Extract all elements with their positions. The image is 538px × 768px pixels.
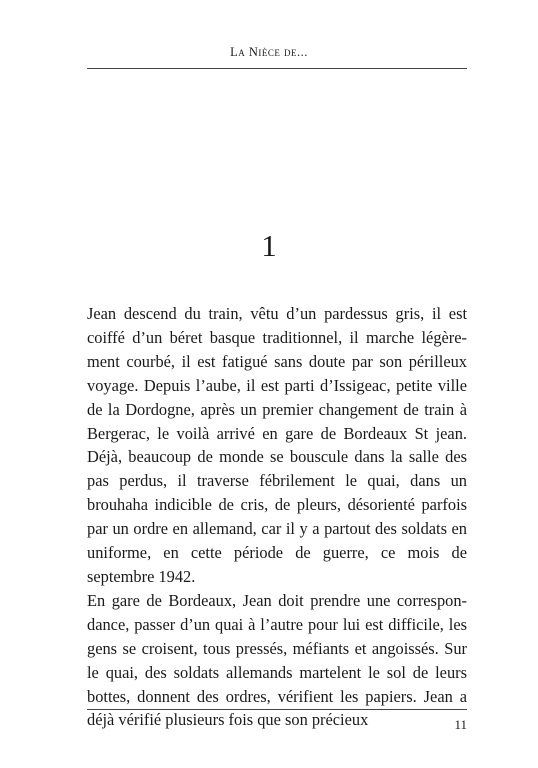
chapter-number: 1 [261,228,277,263]
footer-rule [87,709,467,710]
header-rule [87,68,467,69]
page-number: 11 [454,717,467,732]
body-text [87,302,467,732]
paragraph-1: Jean descend du train, vêtu d’un pardessus gris, il est coiffé d’un béret basque traditionnel, il marche légèrement courbé, il est fatigué sans doute par son périlleux voyage. Depuis l’aube, il est parti d’Issigeac, petite ville de la Dordogne, après un premier changement de train à Bergerac, le voilà arrivé en gare de Bordeaux St jean. Déjà, beaucoup de monde se bouscule dans la salle des pas perdus, il traverse fébrilement le quai, dans un brouhaha indicible de cris, de pleurs, désorienté parfois par un ordre en allemand, car il y a partout des soldats en uniforme, en cette période de guerre, ce mois de septembre 1942. [87,304,467,586]
paragraph-2: En gare de Bordeaux, Jean doit prendre une correspondance, passer d’un quai à l’autre pour lui est difficile, les gens se croisent, tous pressés, méfiants et angoissés. Sur le quai, des soldats allemands martelent le sol de leurs bottes, donnent des ordres, vérifient les papiers. Jean a déjà vérifié plusieurs fois que son précieux [87,590,467,730]
running-head: La Nièce de... [230,45,308,59]
